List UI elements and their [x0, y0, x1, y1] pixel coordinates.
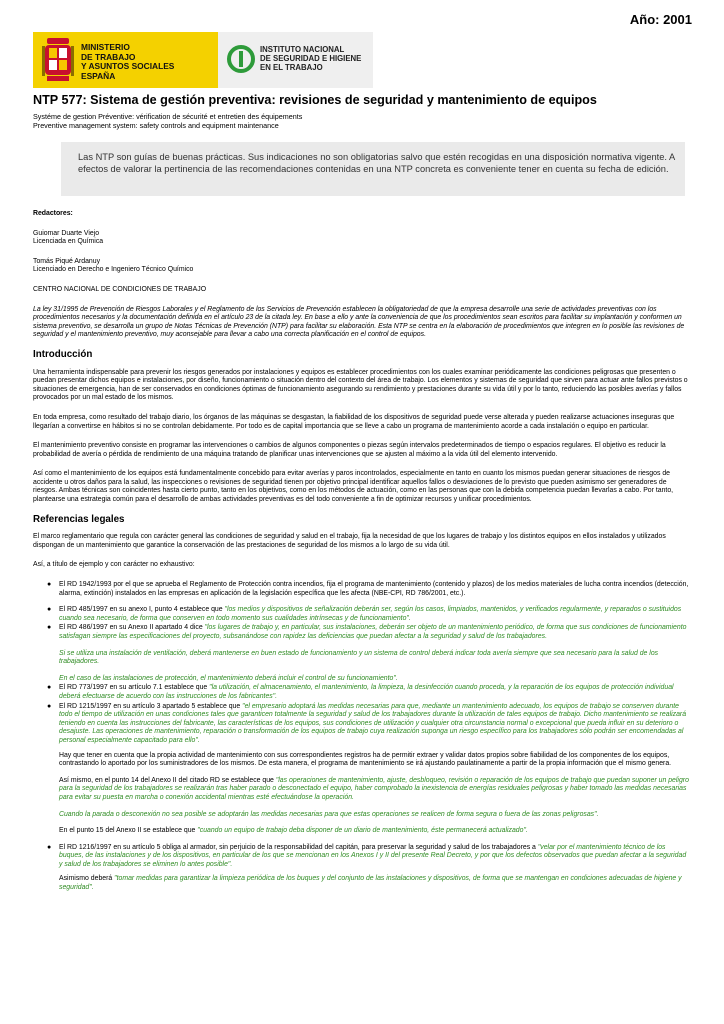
rd1215-p3-intro: Así mismo, en el punto 14 del Anexo II del citado RD se establece que	[59, 776, 276, 784]
subtitle-english: Preventive management system: safety controls and equipment maintenance	[33, 121, 279, 130]
item-rd485-quote: "los medios y dispositivos de señalización deberán ser, según los casos, limpiados, mantenidos, y verificados regularmente, y reparados o sustituidos cuando sea necesario, de forma que conserven en todo momento sus cualidades intrínsecas y de funcionamiento".	[59, 606, 682, 622]
ministerio-line-2: DE TRABAJO	[81, 51, 136, 62]
author-1-name: Guiomar Duarte Viejo	[33, 229, 100, 237]
rd1215-p5-intro: En el punto 15 del Anexo II se establece que	[59, 827, 198, 835]
bullet-icon: ●	[47, 684, 52, 692]
ministerio-line-3: Y ASUNTOS SOCIALES	[81, 61, 175, 72]
author-2-name: Tomás Piqué Ardanuy	[33, 257, 101, 265]
instituto-logo	[218, 32, 373, 88]
list-item	[47, 624, 689, 683]
coat-of-arms-icon	[41, 36, 75, 84]
item-rd486-quote: "los lugares de trabajo y, en particular, sus instalaciones, deberán ser objeto de un mantenimiento periódico, de forma que sus condiciones de funcionamiento satisfagan siempre las especificaciones del proyecto, subsanándose con rapidez las deficiencias que puedan afectar a la seguridad y salud de los trabajadores.	[59, 624, 687, 640]
intro-paragraph-3: El mantenimiento preventivo consiste en programar las intervenciones o cambios de algunos componentes o piezas según intervalos predeterminados de tiempo o espacios regulares. El objetivo es reducir la probabilidad de avería o pérdida de rendimiento de una máquina tratando de planificar unas intervenciones que se ajusten al máximo a la vida útil del elemento intervenido.	[33, 442, 666, 458]
rd1216-details	[33, 875, 689, 892]
legal-list-2	[33, 844, 689, 870]
item-rd485-intro: El RD 485/1997 en su anexo I, punto 4 establece que	[59, 606, 225, 614]
instituto-line-3: EN EL TRABAJO	[260, 63, 323, 73]
item-rd1216-intro: El RD 1216/1997 en su artículo 5 obliga al armador, sin perjuicio de la responsabilidad del capitán, para preservar la seguridad y salud de los trabajadores a	[59, 843, 538, 851]
item-rd486-quote-2: Si se utiliza una instalación de ventilación, deberá mantenerse en buen estado de funcionamiento y un sistema de control deberá indicar toda avería siempre que sea necesario para la salud de los trabajadores.	[59, 649, 659, 666]
subtitle-french: Systéme de gestion Préventive: vérification de sécurité et entretien des équipements	[33, 112, 303, 121]
instituto-line-1: INSTITUTO NACIONAL	[260, 45, 345, 54]
list-item	[47, 684, 689, 701]
page-title: NTP 577: Sistema de gestión preventiva: revisiones de seguridad y mantenimiento de equipos	[33, 93, 597, 107]
bullet-icon: ●	[47, 624, 52, 632]
item-rd773-intro: El RD 773/1997 en su artículo 7.1 establece que	[59, 684, 210, 692]
list-item	[47, 606, 689, 623]
rd1215-p3-quote: "las operaciones de mantenimiento, ajuste, desbloqueo, revisión o reparación de los equipos de trabajo que puedan suponer un peligro para la seguridad de los trabajadores se realizarán tras haber parado o desconectado el equipo, haber comprobado la inexistencia de energías residuales peligrosas y haber tomado las medidas necesarias para evitar su puesta en marcha o conexión accidental mientras esté efectuándose la operación.	[59, 776, 689, 801]
list-item	[47, 581, 689, 598]
legal-paragraph-1: El marco reglamentario que regula con carácter general las condiciones de seguridad y salud en el trabajo, fija la necesidad de que los lugares de trabajo y los distintos equipos en ellos instalados y utilizados dispongan de un mantenimiento que garantice la conservación de las prestaciones de seguridad de los mismos a lo largo de su vida útil.	[33, 533, 666, 549]
item-rd773-quote: "la utilización, el almacenamiento, el mantenimiento, la limpieza, la desinfección cuando proceda, y la reparación de los equipos de protección individual deberá efectuarse de acuerdo con las instrucciones de los fabricantes".	[59, 684, 674, 700]
center-name: CENTRO NACIONAL DE CONDICIONES DE TRABAJO	[33, 285, 207, 293]
rd1215-details	[33, 752, 689, 836]
intro-paragraph-4: Así como el mantenimiento de los equipos está fundamentalmente concebido para evitar averías y paros incontrolados, especialmente en tanto en cuanto los mismos puedan generar situaciones de riesgos de accidente u otros daños para la salud, las inspecciones o revisiones de seguridad tienen por objetivo principal identificar aquellos fallos o desviaciones de lo previsto que pueden asimismo ser generadores de riesgos. Ambas técnicas son coincidentes hasta cierto punto, tanto en los objetivos, como en los métodos de actuación, como en las personas que con la debida competencia puedan llevarlas a cabo. Por tanto, plantearse una estrategia común para el desarrollo de ambas actividades preventivas es del todo conveniente a fin de optimizar recursos y unificar procedimientos.	[33, 470, 674, 504]
bullet-icon: ●	[47, 702, 52, 710]
instituto-line-2: DE SEGURIDAD E HIGIENE	[260, 54, 362, 64]
subtitles	[33, 112, 302, 130]
bullet-icon: ●	[47, 606, 52, 614]
rd1215-paragraph-4: Cuando la parada o desconexión no sea posible se adoptarán las medidas necesarias para que estas operaciones se realicen de forma segura o fuera de las zonas peligrosas".	[59, 810, 599, 818]
author-1-role: Licenciada en Química	[33, 238, 104, 246]
abstract: La ley 31/1995 de Prevención de Riesgos Laborales y el Reglamento de los Servicios de Prevención establecen la obligatoriedad de que la empresa desarrolle una serie de actividades preventivas con los procedimientos necesarios y la documentación definida en el artículo 23 de la citada ley. En base a ello y ante la conveniencia de que los procedimientos sean escritos para facilitar su implantación y conformen un sistema preventivo, se desarrolla un grupo de Notas Técnicas de Prevención (NTP) para facilitar su elaboración. Esta NTP se centra en la elaboración de procedimientos que integren en lo posible las revisiones de seguridad y el mantenimiento preventivo, muy aconsejable para llevar a cabo una correcta planificación en el control de equipos.	[33, 305, 685, 339]
legal-paragraph-2: Así, a título de ejemplo y con carácter no exhaustivo:	[33, 561, 195, 569]
year-label: Año: 2001	[629, 12, 692, 27]
header-logos	[33, 32, 373, 88]
document-body	[33, 210, 689, 901]
insht-logo-icon	[226, 44, 256, 74]
author-2-role: Licenciado en Derecho e Ingeniero Técnico Químico	[33, 266, 194, 274]
ministerio-line-4: ESPAÑA	[81, 70, 116, 81]
list-item	[47, 703, 689, 746]
rd1215-p5-quote: "cuando un equipo de trabajo deba disponer de un diario de mantenimiento, éste permanecerá actualizado".	[197, 827, 528, 835]
item-rd486-quote-3: En el caso de las instalaciones de protección, el mantenimiento deberá incluir el control de su funcionamiento".	[59, 674, 398, 682]
item-rd1216-quote: "velar por el mantenimiento técnico de los buques, de las instalaciones y de los dispositivos, en particular de los que se mencionan en los Anexos I y II del presente Real Decreto, y por que los defectos observados que puedan afectar a la seguridad y salud de los trabajadores se eliminen lo antes posible".	[59, 843, 687, 868]
item-rd486-intro: El RD 486/1997 en su Anexo II apartado 4 dice	[59, 624, 205, 632]
item-rd1215-quote: "el empresario adoptará las medidas necesarias para que, mediante un mantenimiento adecuado, los equipos de trabajo se conserven durante todo el tiempo de utilización en unas condiciones tales que garanticen totalmente la seguridad y salud de los trabajadores durante la utilización de tales equipos de trabajo. Dicho mantenimiento se realizará teniendo en cuenta las instrucciones del fabricante, las características de los equipos, sus condiciones de utilización y cualquier otra circunstancia normal o excepcional que pueda influir en su deterioro o desajuste. Las operaciones de mantenimiento, reparación o transformación de los equipos de trabajo cuya realización suponga un riesgo específico para los trabajadores sólo podrán ser encomendadas al personal especialmente capacitado para ello".	[59, 702, 687, 744]
rd1216-p2-quote: "tomar medidas para garantizar la limpieza periódica de los buques y del conjunto de las instalaciones y dispositivos, de forma que se mantengan en condiciones adecuadas de higiene y seguridad".	[59, 875, 682, 892]
item-rd1942: El RD 1942/1993 por el que se aprueba el Reglamento de Protección contra incendios, fija el programa de mantenimiento (contenido y plazos) de los medios materiales de lucha contra incendios (detección, alarma, extinción) instalados en las empresas en aplicación de la legislación específica que les afecta (NBE-CPI, RD 786/2001, etc.).	[59, 581, 689, 597]
redactores-label: Redactores:	[33, 210, 73, 217]
notice-box: Las NTP son guías de buenas prácticas. Sus indicaciones no son obligatorias salvo que estén recogidas en una disposición normativa vigente. A efectos de valorar la pertinencia de las recomendaciones contenidas en una NTP concreta es conveniente tener en cuenta su fecha de edición.	[61, 142, 685, 196]
ministerio-logo	[33, 32, 218, 88]
rd1216-paragraph-2	[59, 875, 689, 892]
author-2	[33, 258, 689, 275]
rd1215-paragraph-3	[59, 777, 689, 803]
rd1216-p2-intro: Asimismo deberá	[59, 875, 115, 883]
rd1215-paragraph-5	[59, 827, 689, 836]
ministerio-line-1: MINISTERIO	[81, 42, 130, 52]
author-1	[33, 230, 689, 247]
item-rd1215-intro: El RD 1215/1997 en su artículo 3 apartado 5 establece que	[59, 702, 243, 710]
intro-paragraph-2: En toda empresa, como resultado del trabajo diario, los órganos de las máquinas se desgastan, la fiabilidad de los dispositivos de seguridad puede verse alterada y pueden realizarse actuaciones inseguras que llegarían a convertirse en hábitos si no se controlan debidamente. Por todo es de capital importancia que se lleve a cabo un programa de mantenimiento acorde a cada instalación o equipo en particular.	[33, 413, 675, 430]
bullet-icon: ●	[47, 843, 52, 851]
intro-heading: Introducción	[33, 348, 93, 360]
legal-heading: Referencias legales	[33, 513, 125, 525]
rd1215-paragraph-2: Hay que tener en cuenta que la propia actividad de mantenimiento con sus correspondientes registros ha de permitir extraer y validar datos propios sobre fiabilidad de los componentes de los equipos, contrastando lo aportado por los suministradores de los mismos. De esta manera, el programa de mantenimiento se irá ajustando paulatinamente a partir de la propia información que el mismo genera.	[59, 751, 672, 768]
intro-paragraph-1: Una herramienta indispensable para prevenir los riesgos generados por instalaciones y equipos es establecer procedimientos con los cuales examinar periódicamente las condiciones peligrosas que presenten o puedan presentar dichos equipos e instalaciones, por diseño, funcionamiento o situación dentro del contexto del área de trabajo. Los elementos y sistemas de seguridad que sirven para actuar ante fallos previstos o situaciones de emergencia, han de ser conservados en condiciones óptimas de funcionamiento asegurando su rendimiento y prestaciones durante su vida útil y por lo tanto, reduciendo las posibles averías y fallos provocados por un mal estado de los mismos.	[33, 368, 688, 402]
list-item	[47, 844, 689, 870]
bullet-icon: ●	[47, 581, 52, 589]
legal-list	[33, 581, 689, 746]
